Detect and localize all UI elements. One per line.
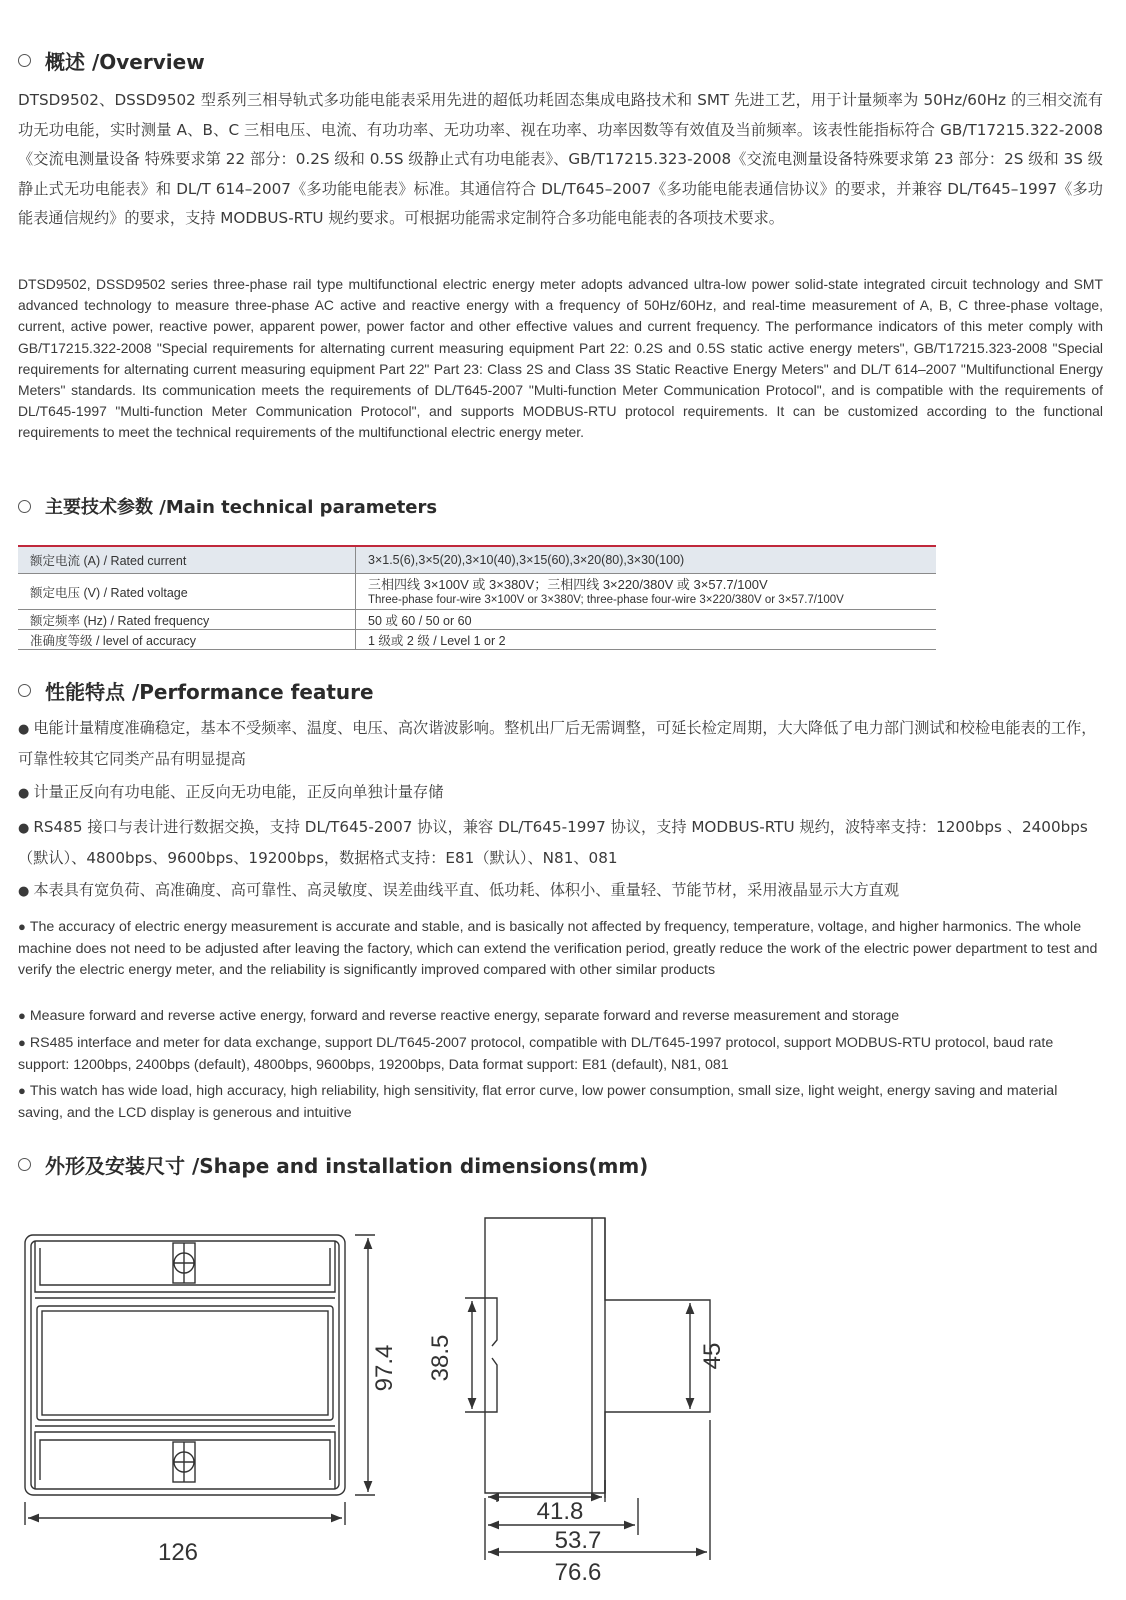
list-item: ● 计量正反向有功电能、正反向无功电能，正反向单独计量存储: [18, 783, 444, 801]
dot-bullet-icon: ●: [18, 919, 26, 934]
list-item: ● The accuracy of electric energy measurement is accurate and stable, and is basically not affected by frequency, temperature, voltage, and higher harmonics. The whole machine does not need to be adjusted after leaving the factory, which can extend the verification period, greatly reduce the work of the electric power department to test and verify the electric energy meter, and the reliability is significantly improved compared with other similar products: [18, 919, 1098, 978]
dimensions-title: 外形及安装尺寸 /Shape and installation dimensions(mm): [45, 1154, 649, 1178]
dot-bullet-icon: ●: [18, 722, 30, 737]
side-view-outline: [485, 1218, 710, 1493]
circle-bullet-icon: [18, 54, 31, 67]
circle-bullet-icon: [18, 684, 31, 697]
table-row: [18, 630, 936, 650]
dim-side-rail: 45: [699, 1342, 726, 1370]
params-title: 主要技术参数 /Main technical parameters: [45, 497, 438, 518]
dot-bullet-icon: ●: [18, 786, 30, 801]
table-row: [18, 546, 936, 574]
list-item: ● This watch has wide load, high accuracy, high reliability, high sensitivity, flat error curve, low power consumption, small size, light weight, energy saving and material saving, and the LCD display is generous and intuitive: [18, 1083, 1058, 1121]
dimension-drawing: [0, 1180, 1126, 1600]
dim-side-w3: 76.6: [554, 1559, 602, 1586]
list-item: ● Measure forward and reverse active energy, forward and reverse reactive energy, separate forward and reverse measurement and storage: [18, 1008, 900, 1024]
circle-bullet-icon: [18, 500, 31, 513]
dimensions-section-title: [18, 1150, 648, 1179]
dot-bullet-icon: ●: [18, 1008, 26, 1023]
param-value: 1 级或 2 级 / Level 1 or 2: [356, 630, 937, 650]
list-item: ● 电能计量精度准确稳定，基本不受频率、温度、电压、高次谐波影响。整机出厂后无需调整，可延长检定周期，大大降低了电力部门测试和校检电能表的工作，可靠性较其它同类产品有明显提高: [18, 719, 1097, 768]
param-label: 额定电压 (V) / Rated voltage: [18, 574, 356, 610]
dim-side-w1: 41.8: [536, 1498, 584, 1525]
param-value: 三相四线 3×100V 或 3×380V；三相四线 3×220/380V 或 3×57.7/100V: [368, 576, 768, 592]
dim-front-width: 126: [157, 1539, 199, 1566]
circle-bullet-icon: [18, 1158, 31, 1171]
dim-front-height: 97.4: [371, 1344, 398, 1392]
front-view-outline: [25, 1235, 345, 1495]
params-section-title: [18, 493, 437, 519]
list-item: ● RS485 接口与表计进行数据交换，支持 DL/T645-2007 协议，兼容 DL/T645-1997 协议，支持 MODBUS-RTU 规约，波特率支持：1200bps 、2400bps（默认）、4800bps、9600bps、19200bps，数据格式支持：E81（默认）、N81、081: [18, 818, 1088, 867]
param-label: 额定频率 (Hz) / Rated frequency: [18, 610, 356, 630]
dot-bullet-icon: ●: [18, 1083, 26, 1098]
param-value-en: Three-phase four-wire 3×100V or 3×380V; three-phase four-wire 3×220/380V or 3×57.7/100V: [368, 593, 844, 606]
dot-bullet-icon: ●: [18, 884, 30, 899]
overview-cn-paragraph: DTSD9502、DSSD9502 型系列三相导轨式多功能电能表采用先进的超低功耗固态集成电路技术和 SMT 先进工艺，用于计量频率为 50Hz/60Hz 的三相交流有功无功电能，实时测量 A、B、C 三相电压、电流、有功功率、无功功率、视在功率、功率因数等有效值及当前频率。该表性能指标符合 GB/T17215.322-2008《交流电测量设备 特殊要求第 22 部分：0.2S 级和 0.5S 级静止式有功电能表》、GB/T17215.323-2008《交流电测量设备特殊要求第 23 部分：2S 级和 3S 级静止式无功电能表》和 DL/T 614–2007《多功能电能表》标准。其通信符合 DL/T645–2007《多功能电能表通信协议》的要求，并兼容 DL/T645–1997《多功能表通信规约》的要求，支持 MODBUS-RTU 规约要求。可根据功能需求定制符合多功能电能表的各项技术要求。: [18, 91, 1103, 227]
param-value: 50 或 60 / 50 or 60: [356, 610, 937, 630]
table-row: [18, 610, 936, 630]
dot-bullet-icon: ●: [18, 1035, 26, 1050]
param-value-cell: [356, 574, 937, 610]
overview-en-paragraph: DTSD9502, DSSD9502 series three-phase rail type multifunctional electric energy meter adopts advanced ultra-low power solid-state integrated circuit technology and SMT advanced technology to measure three-phase AC active and reactive energy with a frequency of 50Hz/60Hz, and real-time measurement of A, B, C three-phase voltage, current, active power, reactive power, apparent power, power factor and other effective values and current frequency. The performance indicators of this meter comply with GB/T17215.322-2008 "Special requirements for alternating current measuring equipment Part 22: 0.2S and 0.5S static active energy meters", GB/T17215.323-2008 "Special requirements for alternating current measuring equipment Part 22" Part 23: Class 2S and Class 3S Static Reactive Energy Meters" and DL/T 614–2007 "Multifunctional Energy Meters" standards. Its communication meets the requirements of DL/T645-2007 "Multi-function Meter Communication Protocol", and is compatible with the requirements of DL/T645-1997 "Multi-function Meter Communication Protocol", and supports MODBUS-RTU protocol requirements. It can be customized according to the functional requirements to meet the technical requirements of the multifunctional electric energy meter.: [18, 276, 1103, 441]
dim-side-w2: 53.7: [554, 1527, 602, 1554]
list-item: ● RS485 interface and meter for data exchange, support DL/T645-2007 protocol, compatible with DL/T645-1997 protocol, support MODBUS-RTU protocol, baud rate support: 1200bps, 2400bps (default), 4800bps, 9600bps, 19200bps, Data format support: E81 (default), N81, 081: [18, 1035, 1054, 1073]
param-label: 准确度等级 / level of accuracy: [18, 630, 356, 650]
dim-side-inner: 38.5: [427, 1334, 454, 1382]
overview-title: 概述 /Overview: [45, 50, 205, 74]
performance-title: 性能特点 /Performance feature: [45, 680, 374, 704]
param-value: 3×1.5(6),3×5(20),3×10(40),3×15(60),3×20(80),3×30(100): [356, 546, 937, 574]
params-table: [18, 545, 936, 650]
performance-section-title: [18, 676, 374, 705]
list-item: ● 本表具有宽负荷、高准确度、高可靠性、高灵敏度、误差曲线平直、低功耗、体积小、重量轻、节能节材，采用液晶显示大方直观: [18, 881, 900, 899]
overview-section-title: [18, 46, 205, 75]
table-row: [18, 574, 936, 610]
param-label: 额定电流 (A) / Rated current: [18, 546, 356, 574]
dot-bullet-icon: ●: [18, 821, 30, 836]
